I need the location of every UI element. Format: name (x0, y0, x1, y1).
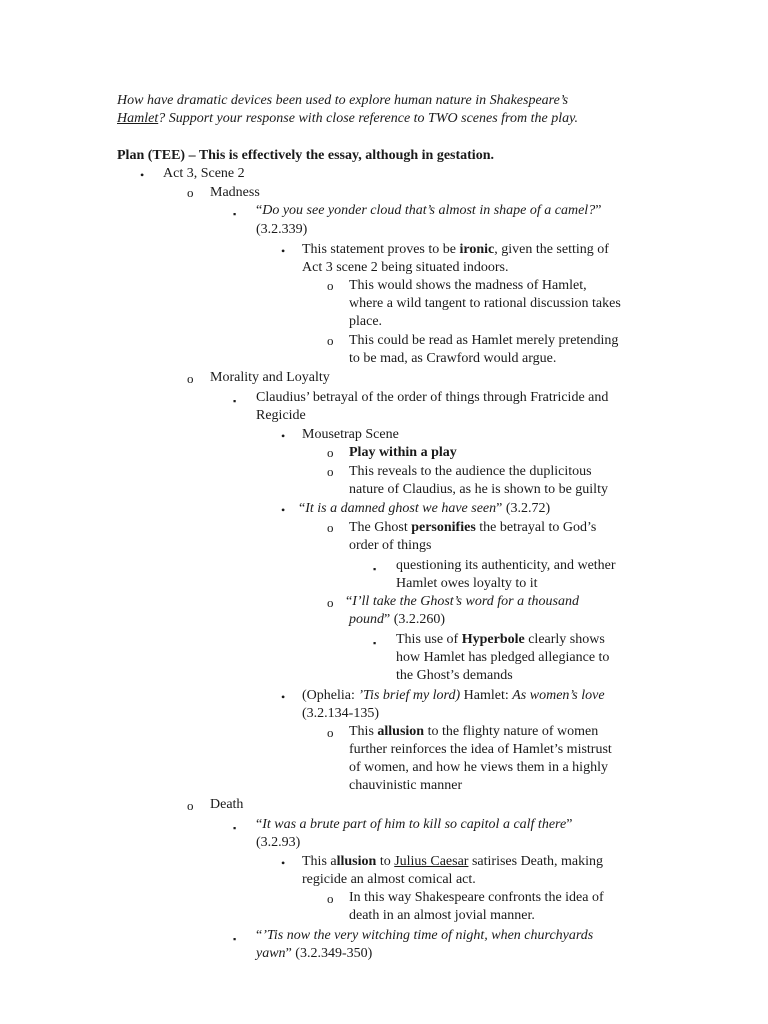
bullet-dot: • (281, 244, 286, 258)
point-mousetrap: Mousetrap Scene (302, 427, 399, 442)
point-play-within: Play within a play (349, 445, 457, 460)
bullet-square: ▪ (233, 823, 237, 833)
point-personifies-cont: order of things (349, 538, 432, 553)
point-reveals-cont: nature of Claudius, as he is shown to be guilty (349, 482, 608, 497)
outline-death: Death (210, 797, 244, 812)
bullet-square: ▪ (373, 564, 377, 574)
quote-cloud: “Do you see yonder cloud that’s almost in shape of a camel?” (256, 203, 602, 218)
point-ironic-cont: Act 3 scene 2 being situated indoors. (302, 260, 509, 275)
quote-ghost-word-cont: pound” (3.2.260) (349, 612, 446, 627)
bullet-circle: o (187, 185, 194, 200)
point-personifies: The Ghost personifies the betrayal to God’s (349, 520, 597, 535)
bullet-dot: • (281, 429, 286, 443)
point-madness-shows-cont: where a wild tangent to rational discussion takes (349, 296, 621, 311)
bullet-circle: o (327, 333, 334, 348)
point-allusion-women-cont: further reinforces the idea of Hamlet’s mistrust (349, 742, 612, 757)
point-caesar-cont: regicide an almost comical act. (302, 872, 476, 887)
bullet-circle: o (327, 891, 334, 906)
point-claudius: Claudius’ betrayal of the order of things through Fratricide and (256, 390, 609, 405)
point-allusion-women: This allusion to the flighty nature of women (349, 724, 599, 739)
bullet-dot: • (281, 856, 286, 870)
quote-witching-cont: yawn” (3.2.349-350) (256, 946, 373, 961)
quote-ghost: “It is a damned ghost we have seen” (3.2.72) (299, 501, 551, 516)
bullet-square: ▪ (373, 638, 377, 648)
point-caesar: This allusion to Julius Caesar satirises Death, making (302, 854, 603, 869)
bullet-dot: • (281, 503, 286, 517)
bullet-dot: • (140, 168, 145, 182)
bullet-circle: o (327, 595, 334, 610)
point-ironic: This statement proves to be ironic, given the setting of (302, 242, 609, 257)
quote-brute: “It was a brute part of him to kill so capitol a calf there” (256, 817, 573, 832)
plan-heading: Plan (TEE) – This is effectively the essay, although in gestation. (117, 148, 494, 163)
quote-ghost-word: “I’ll take the Ghost’s word for a thousand (346, 594, 579, 609)
point-confronts: In this way Shakespeare confronts the idea of (349, 890, 604, 905)
outline-madness: Madness (210, 185, 260, 200)
point-authenticity: questioning its authenticity, and wether (396, 558, 616, 573)
essay-question-line-1: How have dramatic devices been used to explore human nature in Shakespeare’s (117, 93, 569, 108)
quote-cloud-reference: (3.2.339) (256, 222, 308, 237)
point-hyperbole-cont: the Ghost’s demands (396, 668, 513, 683)
point-madness-shows: This would shows the madness of Hamlet, (349, 278, 587, 293)
bullet-square: ▪ (233, 209, 237, 219)
quote-witching: “’Tis now the very witching time of night, when churchyards (256, 928, 594, 943)
bullet-circle: o (187, 798, 194, 813)
bullet-square: ▪ (233, 396, 237, 406)
outline-act-heading: Act 3, Scene 2 (163, 166, 245, 181)
point-claudius-cont: Regicide (256, 408, 306, 423)
point-reveals: This reveals to the audience the duplicitous (349, 464, 592, 479)
quote-ophelia: (Ophelia: ’Tis brief my lord) Hamlet: As women’s love (302, 688, 605, 703)
bullet-circle: o (327, 464, 334, 479)
point-pretending: This could be read as Hamlet merely pretending (349, 333, 619, 348)
point-pretending-cont: to be mad, as Crawford would argue. (349, 351, 557, 366)
bullet-circle: o (327, 725, 334, 740)
point-hyperbole: This use of Hyperbole clearly shows (396, 632, 605, 647)
quote-ophelia-reference: (3.2.134-135) (302, 706, 379, 721)
bullet-circle: o (187, 371, 194, 386)
point-allusion-women-cont: chauvinistic manner (349, 778, 463, 793)
bullet-circle: o (327, 445, 334, 460)
point-allusion-women-cont: of women, and how he views them in a highly (349, 760, 608, 775)
essay-question-line-2: Hamlet? Support your response with close reference to TWO scenes from the play. (117, 111, 579, 126)
point-madness-shows-cont: place. (349, 314, 383, 329)
point-authenticity-cont: Hamlet owes loyalty to it (396, 576, 538, 591)
bullet-circle: o (327, 278, 334, 293)
outline-morality: Morality and Loyalty (210, 370, 330, 385)
point-hyperbole-cont: how Hamlet has pledged allegiance to (396, 650, 610, 665)
bullet-square: ▪ (233, 934, 237, 944)
quote-brute-reference: (3.2.93) (256, 835, 301, 850)
bullet-dot: • (281, 690, 286, 704)
bullet-circle: o (327, 520, 334, 535)
hamlet-title: Hamlet (117, 111, 159, 126)
point-confronts-cont: death in an almost jovial manner. (349, 908, 535, 923)
